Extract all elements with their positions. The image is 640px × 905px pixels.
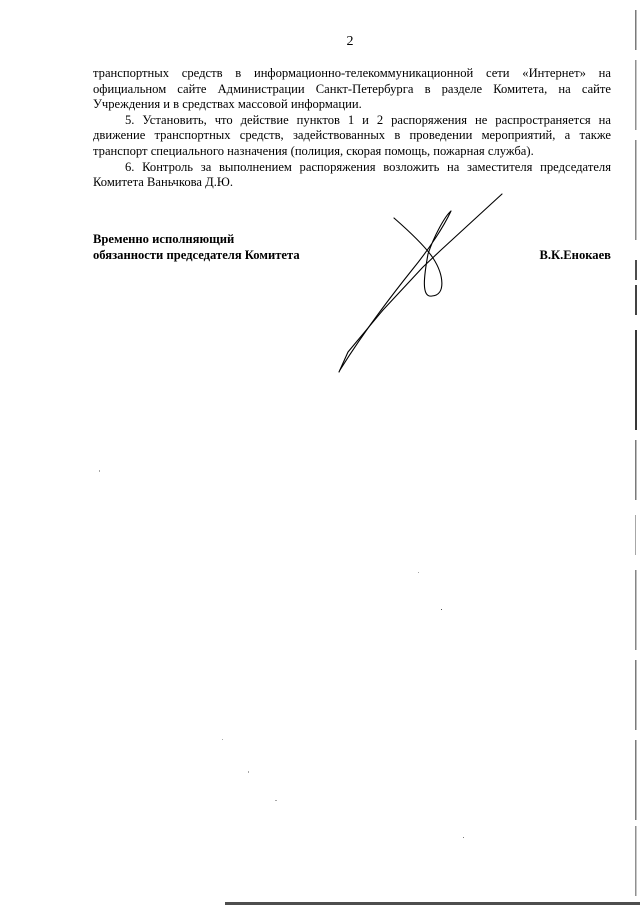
signatory-name: В.К.Енокаев [539,248,611,262]
paragraph-item-5: 5. Установить, что действие пунктов 1 и 2 распоряжения не распространяется на движение транспортных средств, задействованных в проведении мероприятий, а также транспорт специального назначения (полиция, скорая помощь, пожарная служба). [93,112,611,158]
signatory-position [93,232,300,263]
signatory-position-line-1: Временно исполняющий [93,232,235,246]
paragraph-item-6: 6. Контроль за выполнением распоряжения возложить на заместителя председателя Комитета Ваньчкова Д.Ю. [93,159,611,190]
document-body [93,66,611,191]
signatory-position-line-2: обязанности председателя Комитета [93,247,300,262]
paragraph-continuation: транспортных средств в информационно-телекоммуникационной сети «Интернет» на официальном сайте Администрации Санкт-Петербурга в разделе Комитета, на сайте Учреждения и в средствах массовой информации. [93,66,611,112]
page-number: 2 [346,34,354,49]
